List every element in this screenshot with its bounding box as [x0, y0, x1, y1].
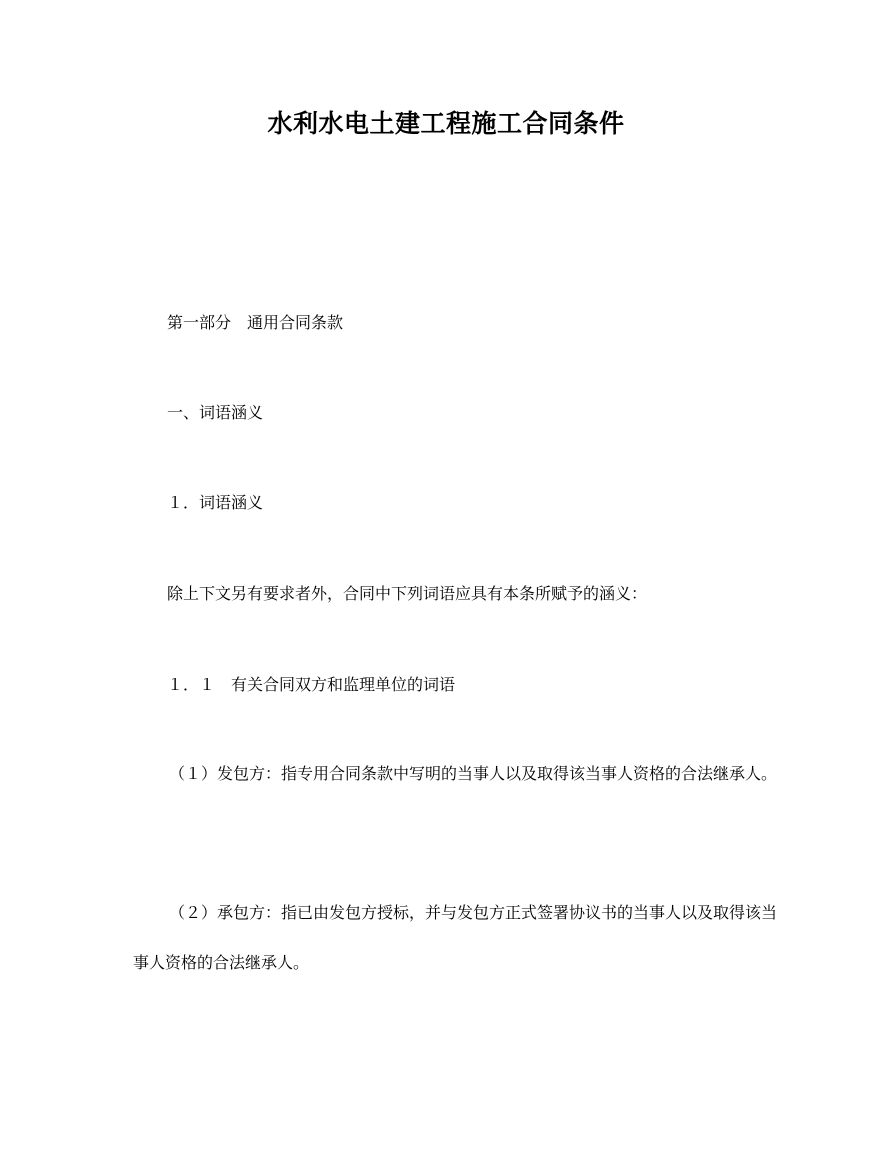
- clause-heading: １．词语涵义: [167, 493, 264, 512]
- subclause-heading: １．１ 有关合同双方和监理单位的词语: [167, 675, 456, 694]
- intro-paragraph: 除上下文另有要求者外，合同中下列词语应具有本条所赋予的涵义：: [167, 584, 648, 603]
- part-heading: 第一部分 通用合同条款: [167, 313, 344, 332]
- definition-contractor: （２）承包方：指已由发包方授标，并与发包方正式签署协议书的当事人以及取得该当事人资格的合法继承人。: [133, 903, 778, 972]
- document-title: 水利水电土建工程施工合同条件: [267, 109, 625, 138]
- section-heading: 一、词语涵义: [167, 403, 264, 422]
- definition-employer: （１）发包方：指专用合同条款中写明的当事人以及取得该当事人资格的合法继承人。: [169, 764, 778, 783]
